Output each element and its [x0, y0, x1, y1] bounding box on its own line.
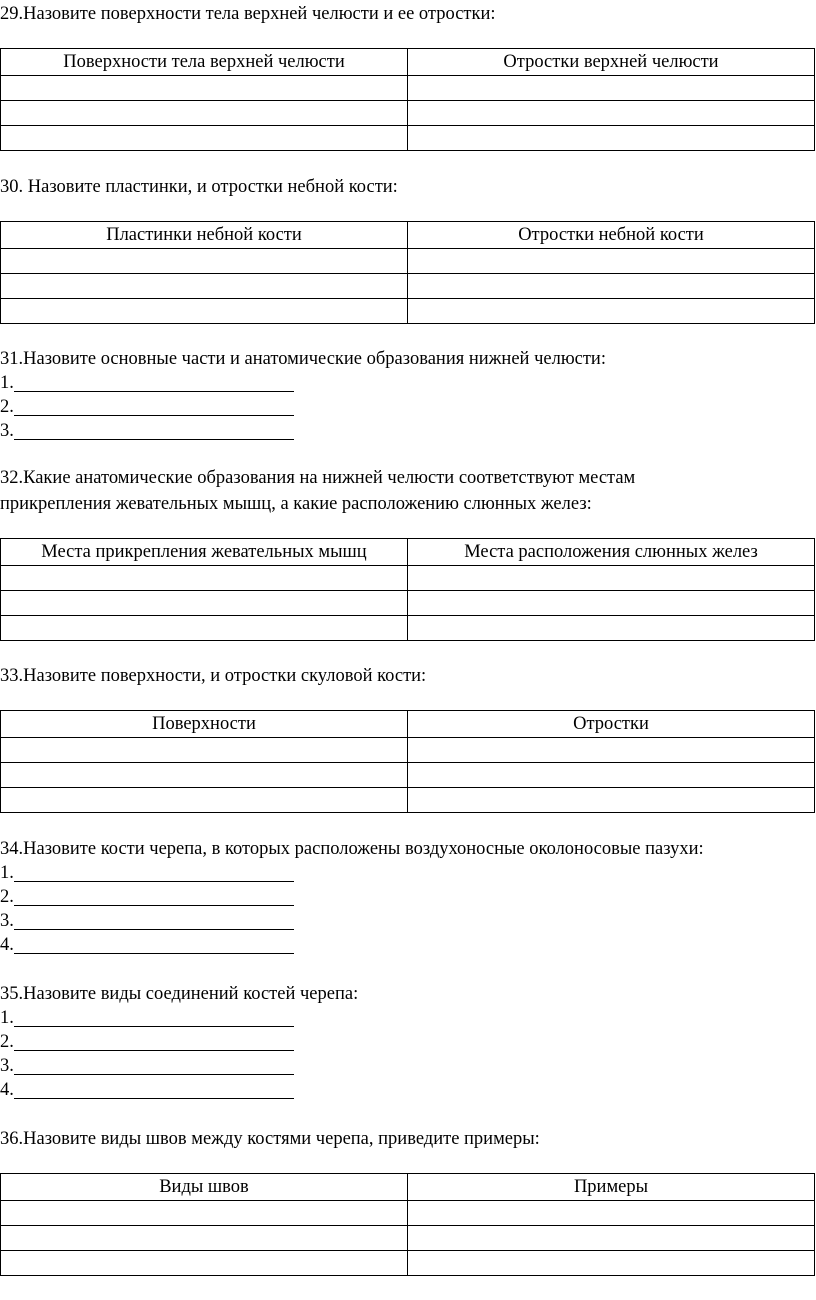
answer-cell[interactable]	[408, 566, 815, 591]
answer-cell[interactable]	[408, 788, 815, 813]
answer-cell[interactable]	[1, 763, 408, 788]
line-number: 1.	[0, 1008, 14, 1028]
answer-line[interactable]	[0, 933, 294, 957]
underline	[14, 397, 294, 416]
answer-line[interactable]	[0, 1054, 294, 1078]
answer-cell[interactable]	[1, 126, 408, 151]
answer-cell[interactable]	[408, 76, 815, 101]
answer-cell[interactable]	[1, 788, 408, 813]
question-32-line-1: 32.Какие анатомические образования на нижней челюсти соответствуют местам	[0, 468, 636, 488]
header-cell: Поверхности	[1, 711, 408, 738]
line-number: 2.	[0, 1032, 14, 1052]
answer-cell[interactable]	[1, 299, 408, 324]
header-cell: Пластинки небной кости	[1, 222, 408, 249]
header-cell: Отростки небной кости	[408, 222, 815, 249]
answer-lines-q34	[0, 861, 294, 957]
table-header-row	[1, 1174, 815, 1201]
table-row	[1, 76, 815, 101]
question-36-text: 36.Назовите виды швов между костями черепа, приведите примеры:	[0, 1129, 540, 1149]
question-35-text: 35.Назовите виды соединений костей черепа:	[0, 984, 359, 1004]
underline	[14, 911, 294, 930]
table-row	[1, 763, 815, 788]
table-row	[1, 591, 815, 616]
answer-cell[interactable]	[1, 1201, 408, 1226]
answer-cell[interactable]	[1, 591, 408, 616]
header-cell: Виды швов	[1, 1174, 408, 1201]
answer-cell[interactable]	[408, 299, 815, 324]
answer-line[interactable]	[0, 371, 294, 395]
question-32-line-2: прикрепления жевательных мышц, а какие расположению слюнных желез:	[0, 494, 592, 514]
answer-cell[interactable]	[408, 763, 815, 788]
answer-line[interactable]	[0, 395, 294, 419]
table-header-row	[1, 539, 815, 566]
table-row	[1, 249, 815, 274]
underline	[14, 1032, 294, 1051]
answer-line[interactable]	[0, 1030, 294, 1054]
answer-line[interactable]	[0, 1078, 294, 1102]
answer-cell[interactable]	[1, 249, 408, 274]
table-row	[1, 1226, 815, 1251]
question-31-text: 31.Назовите основные части и анатомические образования нижней челюсти:	[0, 349, 606, 369]
answer-cell[interactable]	[1, 566, 408, 591]
question-34-text: 34.Назовите кости черепа, в которых расположены воздухоносные околоносовые пазухи:	[0, 839, 704, 859]
line-number: 2.	[0, 887, 14, 907]
table-row	[1, 299, 815, 324]
answer-cell[interactable]	[1, 101, 408, 126]
table-q30	[0, 221, 815, 324]
header-cell: Поверхности тела верхней челюсти	[1, 49, 408, 76]
table-row	[1, 566, 815, 591]
underline	[14, 1080, 294, 1099]
line-number: 1.	[0, 373, 14, 393]
line-number: 4.	[0, 1080, 14, 1100]
header-cell: Отростки верхней челюсти	[408, 49, 815, 76]
answer-line[interactable]	[0, 1006, 294, 1030]
answer-cell[interactable]	[1, 76, 408, 101]
table-header-row	[1, 222, 815, 249]
answer-cell[interactable]	[1, 616, 408, 641]
table-q33	[0, 710, 815, 813]
table-header-row	[1, 49, 815, 76]
answer-cell[interactable]	[1, 1226, 408, 1251]
answer-lines-q31	[0, 371, 294, 443]
answer-cell[interactable]	[408, 249, 815, 274]
table-header-row	[1, 711, 815, 738]
line-number: 4.	[0, 935, 14, 955]
answer-cell[interactable]	[1, 738, 408, 763]
table-row	[1, 101, 815, 126]
underline	[14, 863, 294, 882]
line-number: 2.	[0, 397, 14, 417]
answer-line[interactable]	[0, 861, 294, 885]
line-number: 3.	[0, 1056, 14, 1076]
question-29-text: 29.Назовите поверхности тела верхней челюсти и ее отростки:	[0, 4, 496, 24]
table-row	[1, 738, 815, 763]
header-cell: Места расположения слюнных желез	[408, 539, 815, 566]
table-row	[1, 1201, 815, 1226]
table-row	[1, 1251, 815, 1276]
answer-cell[interactable]	[408, 591, 815, 616]
answer-cell[interactable]	[1, 274, 408, 299]
question-33-text: 33.Назовите поверхности, и отростки скуловой кости:	[0, 666, 427, 686]
answer-cell[interactable]	[1, 1251, 408, 1276]
underline	[14, 373, 294, 392]
underline	[14, 1056, 294, 1075]
answer-lines-q35	[0, 1006, 294, 1102]
table-row	[1, 616, 815, 641]
header-cell: Отростки	[408, 711, 815, 738]
answer-cell[interactable]	[408, 616, 815, 641]
table-q36	[0, 1173, 815, 1276]
answer-line[interactable]	[0, 909, 294, 933]
header-cell: Места прикрепления жевательных мышц	[1, 539, 408, 566]
underline	[14, 421, 294, 440]
answer-cell[interactable]	[408, 101, 815, 126]
underline	[14, 935, 294, 954]
line-number: 3.	[0, 911, 14, 931]
question-30-text: 30. Назовите пластинки, и отростки небной кости:	[0, 177, 398, 197]
answer-line[interactable]	[0, 885, 294, 909]
answer-cell[interactable]	[408, 274, 815, 299]
table-q29	[0, 48, 815, 151]
table-row	[1, 126, 815, 151]
answer-cell[interactable]	[408, 738, 815, 763]
underline	[14, 1008, 294, 1027]
answer-line[interactable]	[0, 419, 294, 443]
table-row	[1, 274, 815, 299]
answer-cell[interactable]	[408, 126, 815, 151]
answer-cell[interactable]	[408, 1251, 815, 1276]
underline	[14, 887, 294, 906]
line-number: 1.	[0, 863, 14, 883]
line-number: 3.	[0, 421, 14, 441]
answer-cell[interactable]	[408, 1226, 815, 1251]
table-q32	[0, 538, 815, 641]
table-row	[1, 788, 815, 813]
header-cell: Примеры	[408, 1174, 815, 1201]
answer-cell[interactable]	[408, 1201, 815, 1226]
